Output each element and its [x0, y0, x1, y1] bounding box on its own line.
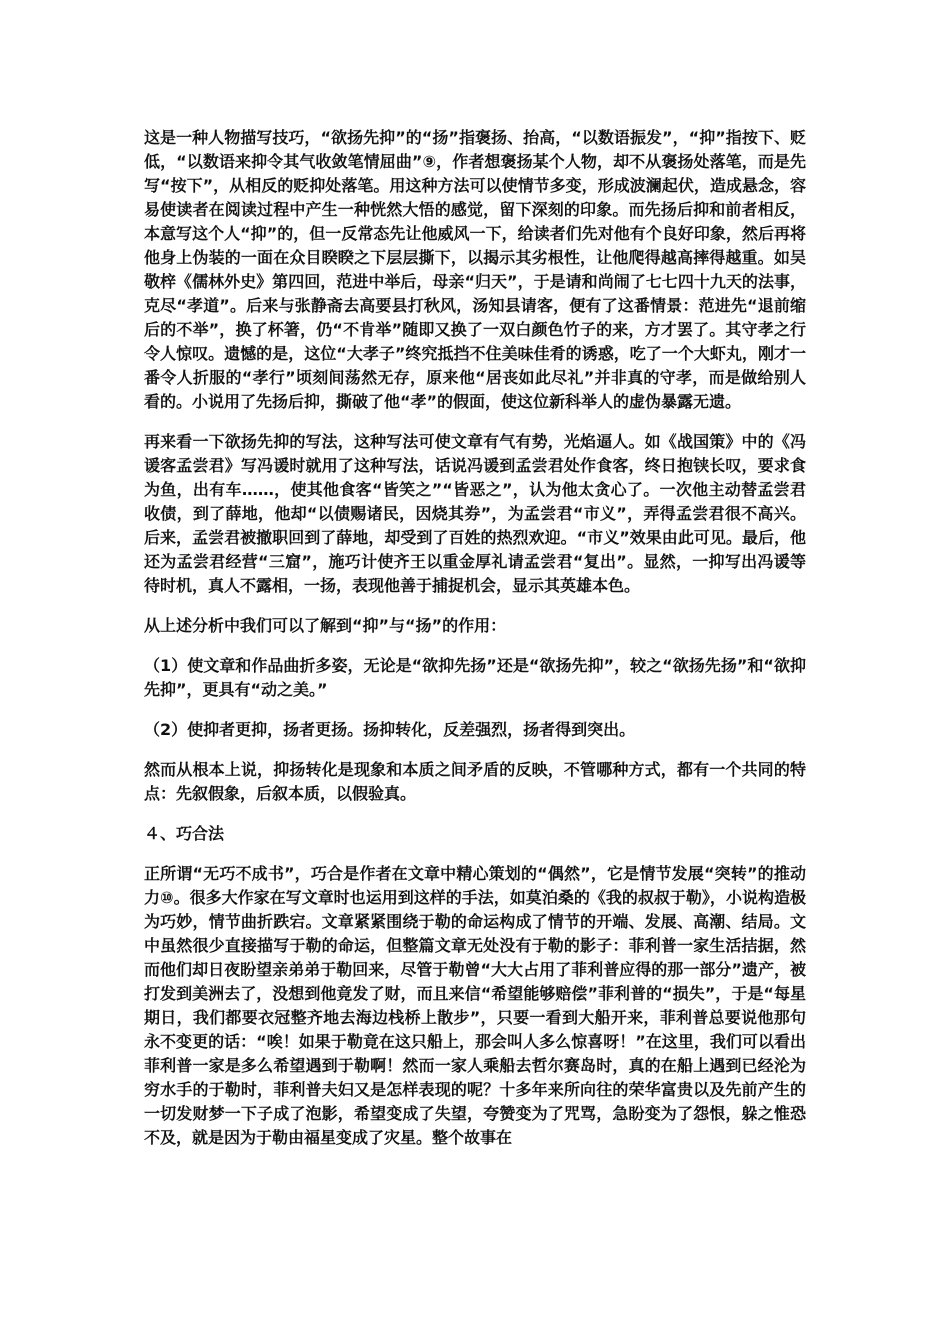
paragraph-function-2: （2）使抑者更抑，扬者更扬。扬抑转化，反差强烈，扬者得到突出。	[144, 720, 636, 739]
section-heading-coincidence: ４、巧合法	[144, 824, 225, 843]
paragraph-feng-xuan-example: 再来看一下欲扬先抑的写法，这种写法可使文章有气有势，光焰逼人。如《战国策》中的《冯谖客孟尝君》写冯谖时就用了这种写法，话说冯谖到孟尝君处作食客，终日抱铗长叹，要求食为鱼，出有车……，使其他食客“皆笑之”“皆恶之”，认为他太贪心了。一次他主动替孟尝君收债，到了薛地，他却“以债赐诸民，因烧其券”，为孟尝君“市义”，弄得孟尝君很不高兴。后来，孟尝君被撤职回到了薛地，却受到了百姓的热烈欢迎。“市义”效果由此可见。最后，他还为孟尝君经营“三窟”，施巧计使齐王以重金厚礼请孟尝君“复出”。显然，一抑写出冯谖等待时机，真人不露相，一扬，表现他善于捕捉机会，显示其英雄本色。	[144, 432, 806, 595]
paragraph-yiyang-technique: 这是一种人物描写技巧，“欲扬先抑”的“扬”指褒扬、抬高，“以数语振发”，“抑”指按下、贬低，“以数语来抑令其气收敛笔情屈曲”⑨，作者想褒扬某个人物，却不从褒扬处落笔，而是先写“按下”，从相反的贬抑处落笔。用这种方法可以使情节多变，形成波澜起伏，造成悬念，容易使读者在阅读过程中产生一种恍然大悟的感觉，留下深刻的印象。而先扬后抑和前者相反，本意写这个人“抑”的，但一反常态先让他威风一下，给读者们先对他有个良好印象，然后再将他身上伪装的一面在众目睽睽之下层层撕下，以揭示其劣根性，让他爬得越高摔得越重。如吴敬梓《儒林外史》第四回，范进中举后，母亲“归天”，于是请和尚闹了七七四十九天的法事，克尽“孝道”。后来与张静斋去高要县打秋风，汤知县请客，便有了这番情景：范进先“退前缩后的不举”，换了杯箸，仍“不肯举”随即又换了一双白颜色竹子的来，方才罢了。其守孝之行令人惊叹。遗憾的是，这位“大孝子”终究抵挡不住美味佳肴的诱惑，吃了一个大虾丸，刚才一番令人折服的“孝行”顷刻间荡然无存，原来他“居丧如此尽礼”并非真的守孝，而是做给别人看的。小说用了先扬后抑，撕破了他“孝”的假面，使这位新科举人的虚伪暴露无遗。	[144, 128, 806, 411]
document-page	[144, 126, 806, 1166]
paragraph-essence: 然而从根本上说，抑扬转化是现象和本质之间矛盾的反映，不管哪种方式，都有一个共同的特点：先叙假象，后叙本质，以假验真。	[144, 760, 806, 803]
paragraph-coincidence-method: 正所谓“无巧不成书”，巧合是作者在文章中精心策划的“偶然”，它是情节发展“突转”的推动力⑩。很多大作家在写文章时也运用到这样的手法，如莫泊桑的《我的叔叔于勒》，小说构造极为巧妙，情节曲折跌宕。文章紧紧围绕于勒的命运构成了情节的开端、发展、高潮、结局。文中虽然很少直接描写于勒的命运，但整篇文章无处没有于勒的影子：菲利普一家生活拮据，然而他们却日夜盼望亲弟弟于勒回来，尽管于勒曾“大大占用了菲利普应得的那一部分”遗产，被打发到美洲去了，没想到他竟发了财，而且来信“希望能够赔偿”菲利普的“损失”，于是“每星期日，我们都要衣冠整齐地去海边栈桥上散步”，只要一看到大船开来，菲利普总要说他那句永不变更的话：“唉！如果于勒竟在这只船上，那会叫人多么惊喜呀！”在这里，我们可以看出菲利普一家是多么希望遇到于勒啊！然而一家人乘船去哲尔赛岛时，真的在船上遇到已经沦为穷水手的于勒时，菲利普夫妇又是怎样表现的呢？十多年来所向往的荣华富贵以及先前产生的一切发财梦一下子成了泡影，希望变成了失望，夸赞变为了咒骂，急盼变为了怨恨，躲之惟恐不及，就是因为于勒由福星变成了灾星。整个故事在	[144, 864, 806, 1147]
paragraph-function-intro: 从上述分析中我们可以了解到“抑”与“扬”的作用：	[144, 616, 507, 635]
paragraph-function-1: （1）使文章和作品曲折多姿，无论是“欲抑先扬”还是“欲扬先抑”，较之“欲扬先扬”和“欲抑先抑”，更具有“动之美。”	[144, 656, 806, 699]
